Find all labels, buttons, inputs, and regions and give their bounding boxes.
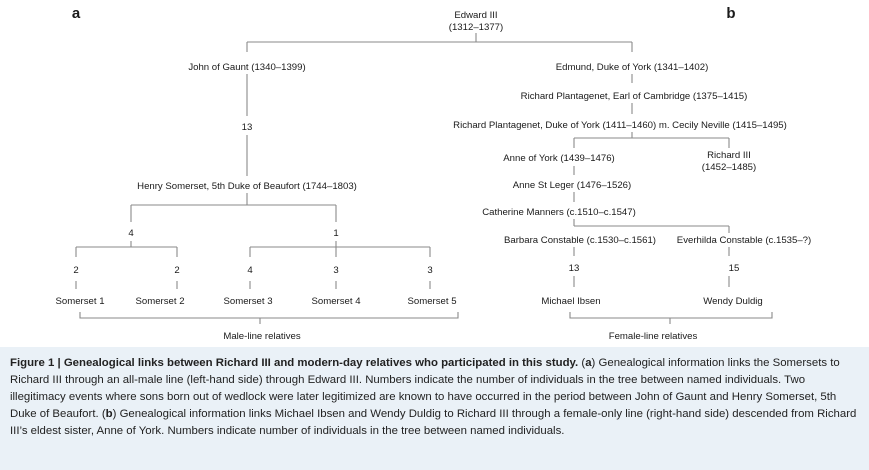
count-gaunt-henry: 13 bbox=[241, 122, 253, 133]
leaf-count-somerset-1: 2 bbox=[73, 265, 79, 276]
richard-iii-name: Richard III bbox=[707, 150, 751, 161]
anne-st-leger: Anne St Leger (1476–1526) bbox=[512, 180, 632, 191]
caption-part-a-label: a bbox=[585, 357, 592, 369]
somerset-4: Somerset 4 bbox=[311, 296, 361, 307]
edward-iii-dates: (1312–1377) bbox=[448, 22, 504, 33]
caption-part-a-open: (a) bbox=[581, 357, 596, 369]
everhilda-constable: Everhilda Constable (c.1535–?) bbox=[676, 235, 812, 246]
john-of-gaunt: John of Gaunt (1340–1399) bbox=[188, 62, 306, 73]
leaf-count-somerset-5: 3 bbox=[427, 265, 433, 276]
caption-title: Figure 1 | Genealogical links between Richard III and modern-day relatives who participated in this study. bbox=[10, 357, 579, 369]
somerset-5: Somerset 5 bbox=[407, 296, 457, 307]
count-barbara-ibsen: 13 bbox=[568, 263, 580, 274]
barbara-constable: Barbara Constable (c.1530–c.1561) bbox=[504, 235, 656, 246]
panel-label-b: b bbox=[726, 5, 736, 22]
count-everhilda-duldig: 15 bbox=[728, 263, 740, 274]
somerset-2: Somerset 2 bbox=[135, 296, 185, 307]
caption-part-a: Genealogical information links the Somersets to Richard III through an all-male line (left-hand side) through Edward III. Numbers indicate the number of individuals in the tree between named individuals. Two illegitimacy events where sons born out of wedlock were later legitimized are known to have occurred in the period between John of Gaunt and Henry Somerset, 5th Duke of Beaufort. bbox=[10, 357, 840, 420]
anne-of-york: Anne of York (1439–1476) bbox=[503, 153, 615, 164]
wendy-duldig: Wendy Duldig bbox=[703, 296, 763, 307]
richard-earl-of-cambridge: Richard Plantagenet, Earl of Cambridge (1375–1415) bbox=[520, 91, 748, 102]
somerset-3: Somerset 3 bbox=[223, 296, 273, 307]
caption-part-b-label: b bbox=[105, 408, 113, 420]
leaf-count-somerset-3: 4 bbox=[247, 265, 253, 276]
michael-ibsen: Michael Ibsen bbox=[541, 296, 601, 307]
catherine-manners: Catherine Manners (c.1510–c.1547) bbox=[482, 207, 636, 218]
branch-count-left: 4 bbox=[128, 228, 134, 239]
male-line-label: Male-line relatives bbox=[223, 331, 301, 342]
caption-part-b-open: (b) bbox=[101, 408, 117, 420]
somerset-1: Somerset 1 bbox=[55, 296, 105, 307]
panel-label-a: a bbox=[71, 5, 81, 22]
leaf-count-somerset-4: 3 bbox=[333, 265, 339, 276]
edmund-duke-of-york: Edmund, Duke of York (1341–1402) bbox=[555, 62, 709, 73]
caption-part-b: Genealogical information links Michael Ibsen and Wendy Duldig to Richard III through a female-only line (right-hand side) descended from Richard III’s eldest sister, Anne of York. Numbers indicate number of individuals in the tree between named individuals. bbox=[10, 408, 857, 437]
richard-duke-of-york: Richard Plantagenet, Duke of York (1411–1460) m. Cecily Neville (1415–1495) bbox=[453, 120, 787, 131]
leaf-count-somerset-2: 2 bbox=[174, 265, 180, 276]
branch-count-right: 1 bbox=[333, 228, 339, 239]
figure-caption bbox=[0, 347, 869, 470]
edward-iii-name: Edward III bbox=[454, 10, 498, 21]
connector-lines bbox=[76, 33, 772, 324]
henry-somerset: Henry Somerset, 5th Duke of Beaufort (1744–1803) bbox=[137, 181, 357, 192]
female-line-label: Female-line relatives bbox=[608, 331, 698, 342]
richard-iii-dates: (1452–1485) bbox=[701, 162, 757, 173]
